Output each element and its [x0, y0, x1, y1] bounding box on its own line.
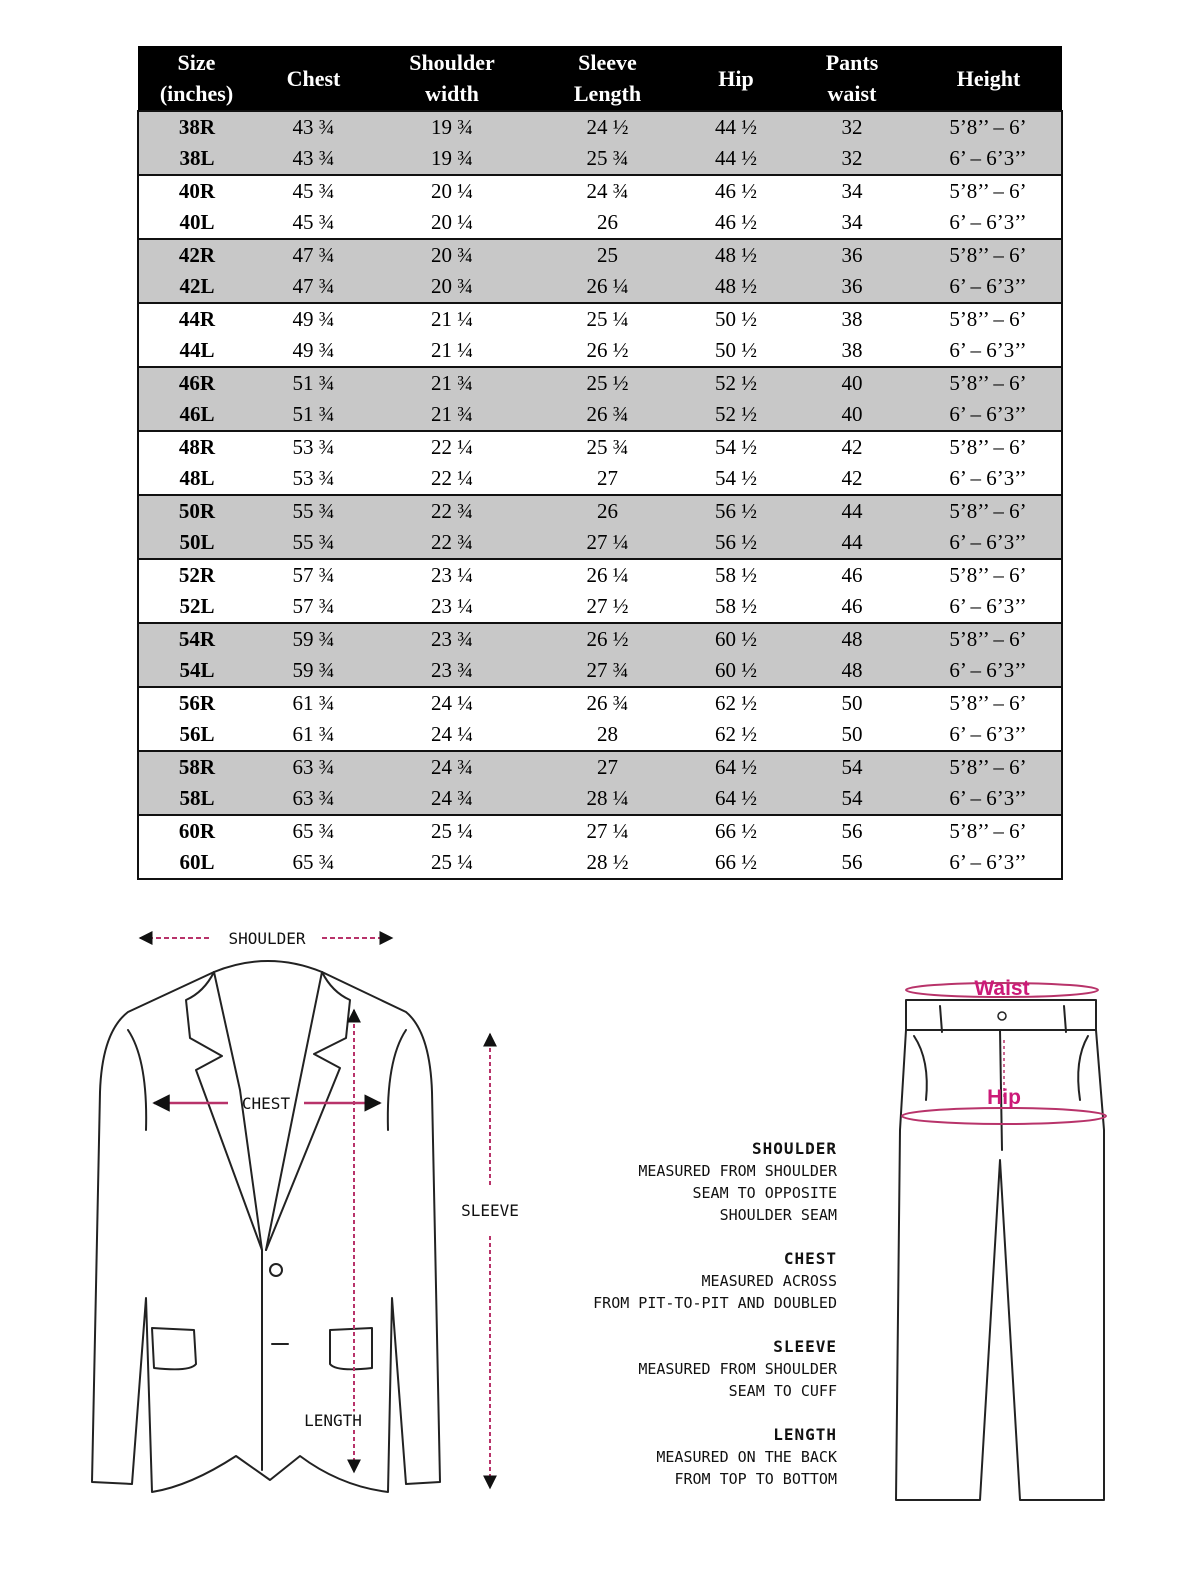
size-cell: 54R — [138, 623, 255, 655]
table-cell: 56 ½ — [683, 495, 789, 527]
table-cell: 23 ¾ — [372, 655, 532, 687]
table-cell: 50 — [789, 687, 915, 719]
table-cell: 27 ½ — [532, 591, 683, 623]
table-cell: 5’8’’ – 6’ — [915, 431, 1062, 463]
table-cell: 6’ – 6’3’’ — [915, 527, 1062, 559]
measurement-legend — [517, 1138, 837, 1512]
column-header-line: Pants — [825, 50, 879, 75]
table-row — [138, 175, 1062, 207]
chest-arrow — [154, 1094, 380, 1113]
table-cell: 44 — [789, 495, 915, 527]
table-cell: 6’ – 6’3’’ — [915, 719, 1062, 751]
table-row — [138, 143, 1062, 175]
table-cell: 25 ¾ — [532, 143, 683, 175]
table-row — [138, 847, 1062, 879]
column-header — [915, 46, 1062, 111]
table-row — [138, 399, 1062, 431]
table-cell: 19 ¾ — [372, 111, 532, 143]
size-cell: 52L — [138, 591, 255, 623]
size-cell: 50L — [138, 527, 255, 559]
legend-line: SEAM TO CUFF — [728, 1382, 837, 1400]
table-cell: 28 ¼ — [532, 783, 683, 815]
table-cell: 26 — [532, 495, 683, 527]
table-cell: 20 ¼ — [372, 175, 532, 207]
table-cell: 26 ¼ — [532, 559, 683, 591]
table-row — [138, 303, 1062, 335]
legend-line: SEAM TO OPPOSITE — [692, 1184, 837, 1202]
table-cell: 61 ¾ — [255, 687, 372, 719]
table-cell: 5’8’’ – 6’ — [915, 559, 1062, 591]
table-cell: 55 ¾ — [255, 527, 372, 559]
table-row — [138, 207, 1062, 239]
column-header-line: Chest — [286, 65, 341, 91]
table-cell: 47 ¾ — [255, 271, 372, 303]
table-cell: 21 ¾ — [372, 367, 532, 399]
pants-button-icon — [998, 1012, 1006, 1020]
table-cell: 25 ¼ — [372, 815, 532, 847]
table-row — [138, 655, 1062, 687]
table-cell: 6’ – 6’3’’ — [915, 335, 1062, 367]
table-cell: 25 ¾ — [532, 431, 683, 463]
table-cell: 26 ½ — [532, 335, 683, 367]
table-cell: 26 ½ — [532, 623, 683, 655]
table-cell: 62 ½ — [683, 719, 789, 751]
column-header — [683, 46, 789, 111]
size-cell: 54L — [138, 655, 255, 687]
table-cell: 58 ½ — [683, 591, 789, 623]
table-cell: 32 — [789, 143, 915, 175]
table-cell: 6’ – 6’3’’ — [915, 655, 1062, 687]
table-row — [138, 367, 1062, 399]
size-cell: 42R — [138, 239, 255, 271]
table-cell: 22 ¾ — [372, 527, 532, 559]
table-cell: 44 ½ — [683, 111, 789, 143]
table-cell: 36 — [789, 271, 915, 303]
table-cell: 49 ¾ — [255, 303, 372, 335]
table-cell: 6’ – 6’3’’ — [915, 207, 1062, 239]
table-cell: 48 — [789, 655, 915, 687]
table-row — [138, 687, 1062, 719]
legend-line: MEASURED ON THE BACK — [656, 1448, 837, 1466]
table-cell: 5’8’’ – 6’ — [915, 111, 1062, 143]
table-cell: 43 ¾ — [255, 111, 372, 143]
table-cell: 50 — [789, 719, 915, 751]
table-row — [138, 335, 1062, 367]
size-cell: 56L — [138, 719, 255, 751]
table-cell: 22 ¼ — [372, 431, 532, 463]
table-cell: 54 — [789, 783, 915, 815]
table-cell: 27 — [532, 463, 683, 495]
table-cell: 50 ½ — [683, 303, 789, 335]
table-row — [138, 495, 1062, 527]
jacket-drawing — [92, 961, 440, 1492]
table-cell: 26 — [532, 207, 683, 239]
table-cell: 40 — [789, 399, 915, 431]
column-header — [255, 46, 372, 111]
table-cell: 63 ¾ — [255, 751, 372, 783]
table-row — [138, 719, 1062, 751]
table-cell: 56 — [789, 847, 915, 879]
table-cell: 38 — [789, 303, 915, 335]
size-cell: 58L — [138, 783, 255, 815]
table-cell: 34 — [789, 207, 915, 239]
table-cell: 60 ½ — [683, 623, 789, 655]
table-cell: 24 ¼ — [372, 687, 532, 719]
table-cell: 21 ¼ — [372, 303, 532, 335]
table-cell: 5’8’’ – 6’ — [915, 495, 1062, 527]
table-cell: 25 ¼ — [372, 847, 532, 879]
table-cell: 19 ¾ — [372, 143, 532, 175]
table-cell: 58 ½ — [683, 559, 789, 591]
table-cell: 23 ¼ — [372, 559, 532, 591]
table-cell: 66 ½ — [683, 815, 789, 847]
column-header-line: Shoulder — [409, 50, 495, 75]
table-cell: 24 ½ — [532, 111, 683, 143]
table-cell: 51 ¾ — [255, 367, 372, 399]
legend-line: MEASURED FROM SHOULDER — [638, 1360, 837, 1378]
table-cell: 25 ½ — [532, 367, 683, 399]
table-row — [138, 239, 1062, 271]
table-cell: 6’ – 6’3’’ — [915, 847, 1062, 879]
legend-line: SHOULDER SEAM — [719, 1206, 837, 1224]
shoulder-label: SHOULDER — [228, 929, 306, 948]
size-cell: 58R — [138, 751, 255, 783]
table-cell: 24 ¾ — [372, 751, 532, 783]
sleeve-arrow — [461, 1034, 519, 1488]
table-cell: 52 ½ — [683, 399, 789, 431]
size-cell: 46R — [138, 367, 255, 399]
size-cell: 60R — [138, 815, 255, 847]
legend-sleeve-title: SLEEVE — [773, 1337, 837, 1356]
column-header — [372, 46, 532, 111]
table-cell: 6’ – 6’3’’ — [915, 271, 1062, 303]
column-header — [789, 46, 915, 111]
table-header-row — [138, 46, 1062, 111]
table-cell: 6’ – 6’3’’ — [915, 591, 1062, 623]
table-cell: 59 ¾ — [255, 655, 372, 687]
table-cell: 54 ½ — [683, 431, 789, 463]
table-cell: 59 ¾ — [255, 623, 372, 655]
table-cell: 54 — [789, 751, 915, 783]
table-cell: 50 ½ — [683, 335, 789, 367]
table-cell: 47 ¾ — [255, 239, 372, 271]
legend-line: FROM TOP TO BOTTOM — [674, 1470, 837, 1488]
table-cell: 36 — [789, 239, 915, 271]
legend-length-title: LENGTH — [773, 1425, 837, 1444]
table-cell: 48 ½ — [683, 239, 789, 271]
table-cell: 45 ¾ — [255, 207, 372, 239]
size-cell: 48L — [138, 463, 255, 495]
table-cell: 5’8’’ – 6’ — [915, 751, 1062, 783]
table-cell: 64 ½ — [683, 751, 789, 783]
column-header-line: waist — [827, 81, 877, 106]
size-cell: 60L — [138, 847, 255, 879]
table-row — [138, 111, 1062, 143]
size-cell: 52R — [138, 559, 255, 591]
table-cell: 6’ – 6’3’’ — [915, 463, 1062, 495]
table-cell: 60 ½ — [683, 655, 789, 687]
table-cell: 21 ¼ — [372, 335, 532, 367]
size-cell: 38R — [138, 111, 255, 143]
table-cell: 23 ¾ — [372, 623, 532, 655]
table-cell: 24 ¾ — [532, 175, 683, 207]
table-cell: 53 ¾ — [255, 431, 372, 463]
table-row — [138, 623, 1062, 655]
table-cell: 46 ½ — [683, 175, 789, 207]
legend-line: MEASURED FROM SHOULDER — [638, 1162, 837, 1180]
table-cell: 5’8’’ – 6’ — [915, 687, 1062, 719]
table-cell: 6’ – 6’3’’ — [915, 783, 1062, 815]
table-cell: 6’ – 6’3’’ — [915, 399, 1062, 431]
table-cell: 20 ¼ — [372, 207, 532, 239]
table-cell: 56 — [789, 815, 915, 847]
table-cell: 5’8’’ – 6’ — [915, 175, 1062, 207]
table-cell: 28 — [532, 719, 683, 751]
table-cell: 26 ¾ — [532, 687, 683, 719]
size-cell: 46L — [138, 399, 255, 431]
legend-chest-title: CHEST — [783, 1249, 837, 1268]
size-chart-table — [137, 46, 1063, 880]
size-cell: 48R — [138, 431, 255, 463]
legend-length — [517, 1424, 837, 1490]
table-cell: 64 ½ — [683, 783, 789, 815]
table-cell: 22 ¼ — [372, 463, 532, 495]
table-cell: 25 — [532, 239, 683, 271]
table-cell: 23 ¼ — [372, 591, 532, 623]
table-cell: 24 ¼ — [372, 719, 532, 751]
table-cell: 66 ½ — [683, 847, 789, 879]
table-cell: 44 ½ — [683, 143, 789, 175]
column-header-line: (inches) — [159, 81, 234, 106]
column-header — [532, 46, 683, 111]
table-cell: 44 — [789, 527, 915, 559]
table-cell: 61 ¾ — [255, 719, 372, 751]
table-cell: 38 — [789, 335, 915, 367]
table-cell: 54 ½ — [683, 463, 789, 495]
table-cell: 20 ¾ — [372, 239, 532, 271]
table-cell: 46 ½ — [683, 207, 789, 239]
table-cell: 26 ¾ — [532, 399, 683, 431]
pants-drawing — [896, 1000, 1104, 1500]
legend-shoulder-title: SHOULDER — [751, 1139, 837, 1158]
table-row — [138, 271, 1062, 303]
table-cell: 40 — [789, 367, 915, 399]
table-cell: 24 ¾ — [372, 783, 532, 815]
table-cell: 46 — [789, 591, 915, 623]
table-cell: 43 ¾ — [255, 143, 372, 175]
size-cell: 40R — [138, 175, 255, 207]
table-cell: 28 ½ — [532, 847, 683, 879]
size-cell: 56R — [138, 687, 255, 719]
waist-marker — [906, 977, 1098, 1000]
table-cell: 25 ¼ — [532, 303, 683, 335]
chest-label: CHEST — [241, 1094, 291, 1113]
table-cell: 49 ¾ — [255, 335, 372, 367]
table-cell: 42 — [789, 431, 915, 463]
hip-marker — [902, 1040, 1106, 1124]
table-row — [138, 431, 1062, 463]
table-cell: 5’8’’ – 6’ — [915, 367, 1062, 399]
table-cell: 63 ¾ — [255, 783, 372, 815]
legend-sleeve — [517, 1336, 837, 1402]
table-row — [138, 783, 1062, 815]
table-cell: 27 ¼ — [532, 527, 683, 559]
size-cell: 50R — [138, 495, 255, 527]
jacket-button-icon — [270, 1264, 282, 1276]
table-cell: 20 ¾ — [372, 271, 532, 303]
table-cell: 42 — [789, 463, 915, 495]
waist-label: Waist — [974, 977, 1030, 1000]
table-cell: 45 ¾ — [255, 175, 372, 207]
column-header-line: Size — [177, 50, 216, 75]
table-cell: 57 ¾ — [255, 559, 372, 591]
table-cell: 56 ½ — [683, 527, 789, 559]
table-cell: 5’8’’ – 6’ — [915, 815, 1062, 847]
hip-label: Hip — [987, 1086, 1021, 1109]
size-cell: 42L — [138, 271, 255, 303]
table-cell: 65 ¾ — [255, 847, 372, 879]
table-row — [138, 815, 1062, 847]
table-row — [138, 527, 1062, 559]
table-row — [138, 591, 1062, 623]
table-cell: 22 ¾ — [372, 495, 532, 527]
column-header-line: Sleeve — [578, 50, 637, 75]
table-row — [138, 751, 1062, 783]
column-header-line: width — [425, 81, 479, 106]
table-body — [138, 111, 1062, 879]
table-row — [138, 559, 1062, 591]
size-cell: 44L — [138, 335, 255, 367]
table-cell: 51 ¾ — [255, 399, 372, 431]
table-cell: 5’8’’ – 6’ — [915, 623, 1062, 655]
length-label: LENGTH — [304, 1411, 362, 1430]
table-cell: 48 — [789, 623, 915, 655]
length-arrow — [304, 1010, 362, 1472]
size-cell: 38L — [138, 143, 255, 175]
table-cell: 26 ¼ — [532, 271, 683, 303]
table-cell: 27 — [532, 751, 683, 783]
table-cell: 6’ – 6’3’’ — [915, 143, 1062, 175]
legend-line: MEASURED ACROSS — [701, 1272, 837, 1290]
table-cell: 55 ¾ — [255, 495, 372, 527]
table-cell: 52 ½ — [683, 367, 789, 399]
column-header-line: Hip — [718, 65, 754, 91]
table-cell: 27 ¼ — [532, 815, 683, 847]
table-cell: 62 ½ — [683, 687, 789, 719]
table-cell: 21 ¾ — [372, 399, 532, 431]
table-cell: 53 ¾ — [255, 463, 372, 495]
table-cell: 27 ¾ — [532, 655, 683, 687]
column-header-line: Height — [956, 65, 1021, 91]
table-cell: 46 — [789, 559, 915, 591]
table-cell: 5’8’’ – 6’ — [915, 239, 1062, 271]
shoulder-arrow — [140, 929, 392, 948]
table-cell: 5’8’’ – 6’ — [915, 303, 1062, 335]
legend-line: FROM PIT-TO-PIT AND DOUBLED — [593, 1294, 837, 1312]
table-cell: 32 — [789, 111, 915, 143]
table-cell: 57 ¾ — [255, 591, 372, 623]
table-row — [138, 463, 1062, 495]
sleeve-label: SLEEVE — [461, 1201, 519, 1220]
column-header-line: Length — [573, 81, 642, 106]
column-header — [138, 46, 255, 111]
table-cell: 48 ½ — [683, 271, 789, 303]
table-cell: 34 — [789, 175, 915, 207]
legend-chest — [517, 1248, 837, 1314]
size-cell: 44R — [138, 303, 255, 335]
size-cell: 40L — [138, 207, 255, 239]
table-cell: 65 ¾ — [255, 815, 372, 847]
legend-shoulder — [517, 1138, 837, 1226]
